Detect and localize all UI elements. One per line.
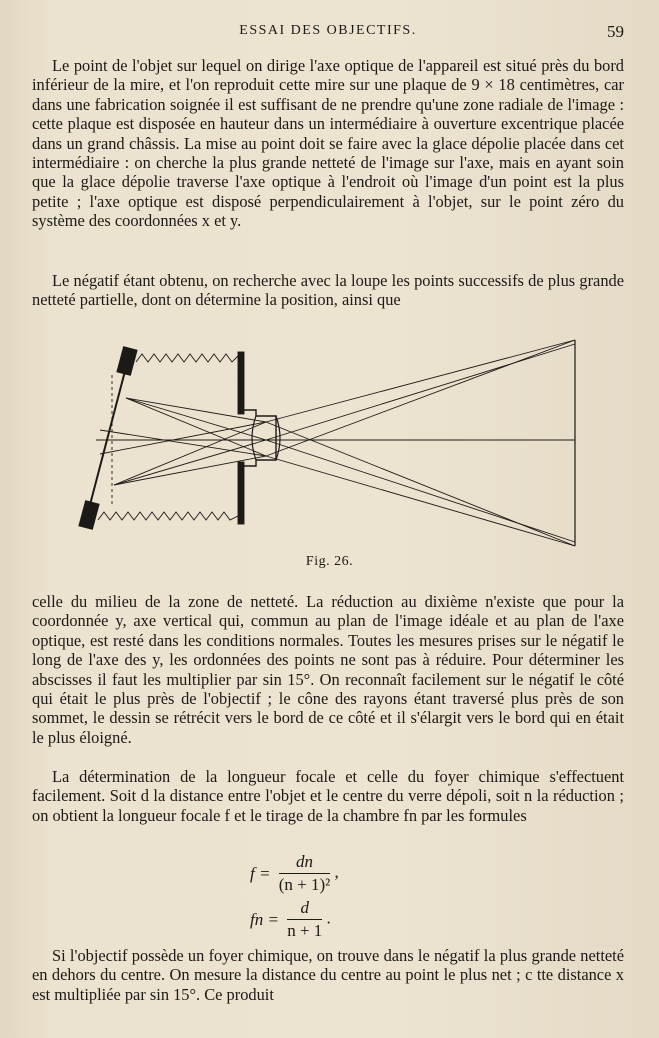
fraction [279,852,331,895]
formula-lhs: f = [250,863,271,883]
paragraph-longueur-focale: La détermination de la longueur focale et celle du foyer chimique s'effectuent facilement. Soit d la distance entre l'objet et le centre du verre dépoli, soit n la réduction ; on obtient la longueur focale f et le tirage de la chambre fn par les formules [32,767,624,825]
running-title: ESSAI DES OBJECTIFS. [239,23,417,38]
paragraph-negatif: Le négatif étant obtenu, on recherche avec la loupe les points successifs de plus grande netteté partielle, dont on détermine la position, ainsi que [32,271,624,310]
paragraph-reduction: celle du milieu de la zone de netteté. La réduction au dixième n'existe que pour la coordonnée y, axe vertical qui, commun au plan de l'image idéale et au plan de l'axe optique, est resté dans les conditions normales. Toutes les mesures prises sur le négatif le long de l'axe des y, les ordonnées des points ne sont pas à réduire. Pour déterminer les abscisses il faut les multiplier par sin 15°. On reconnaît facilement sur le négatif le côté qui était le plus près de l'objectif ; le cône des rayons étant traversé plus près de son sommet, le dessin se rétrécit vers le bord de ce côté et il s'élargit vers le bord qui en était le plus éloigné. [32,592,624,747]
paragraph-mire-setup: Le point de l'objet sur lequel on dirige l'axe optique de l'appareil est situé près du bord inférieur de la mire, et l'on reproduit cette mire sur une plaque de 9 × 18 centimètres, car dans une fabrication soignée il est suffisant de ne prendre qu'une zone radiale de l'image : cette plaque est disposée en hauteur dans un intermédiaire à ouverture excentrique placée dans un grand châssis. La mise au point doit se faire avec la glace dépolie placée dans cet intermédiaire : on cherche la plus grande netteté de l'image sur l'axe, mais en ayant soin que la glace dépolie traverse l'axe optique à l'endroit où l'image d'un point est la plus petite ; l'axe optique est disposé perpendiculairement à l'objet, sur le point zéro du système des coordonnées x et y. [32,56,624,231]
page-header [32,22,624,42]
formula-lhs: fn = [250,909,279,929]
fraction-numerator: dn [279,852,331,874]
formula-punctuation: , [334,862,339,882]
fraction-numerator: d [287,898,322,920]
fraction [287,898,322,941]
formula-punctuation: . [326,908,331,928]
formula-focal-length [250,852,339,895]
lens-test-diagram [70,330,590,555]
page-number: 59 [607,22,624,41]
formula-tirage [250,898,331,941]
paragraph-foyer-chimique: Si l'objectif possède un foyer chimique, on trouve dans le négatif la plus grande netteté en dehors du centre. On mesure la distance du centre au point le plus net ; c tte distance x est multipliée par sin 15°. Ce produit [32,946,624,1004]
figure-caption: Fig. 26. [305,554,354,569]
fraction-denominator: (n + 1)² [278,875,331,894]
fraction-denominator: n + 1 [287,921,323,940]
